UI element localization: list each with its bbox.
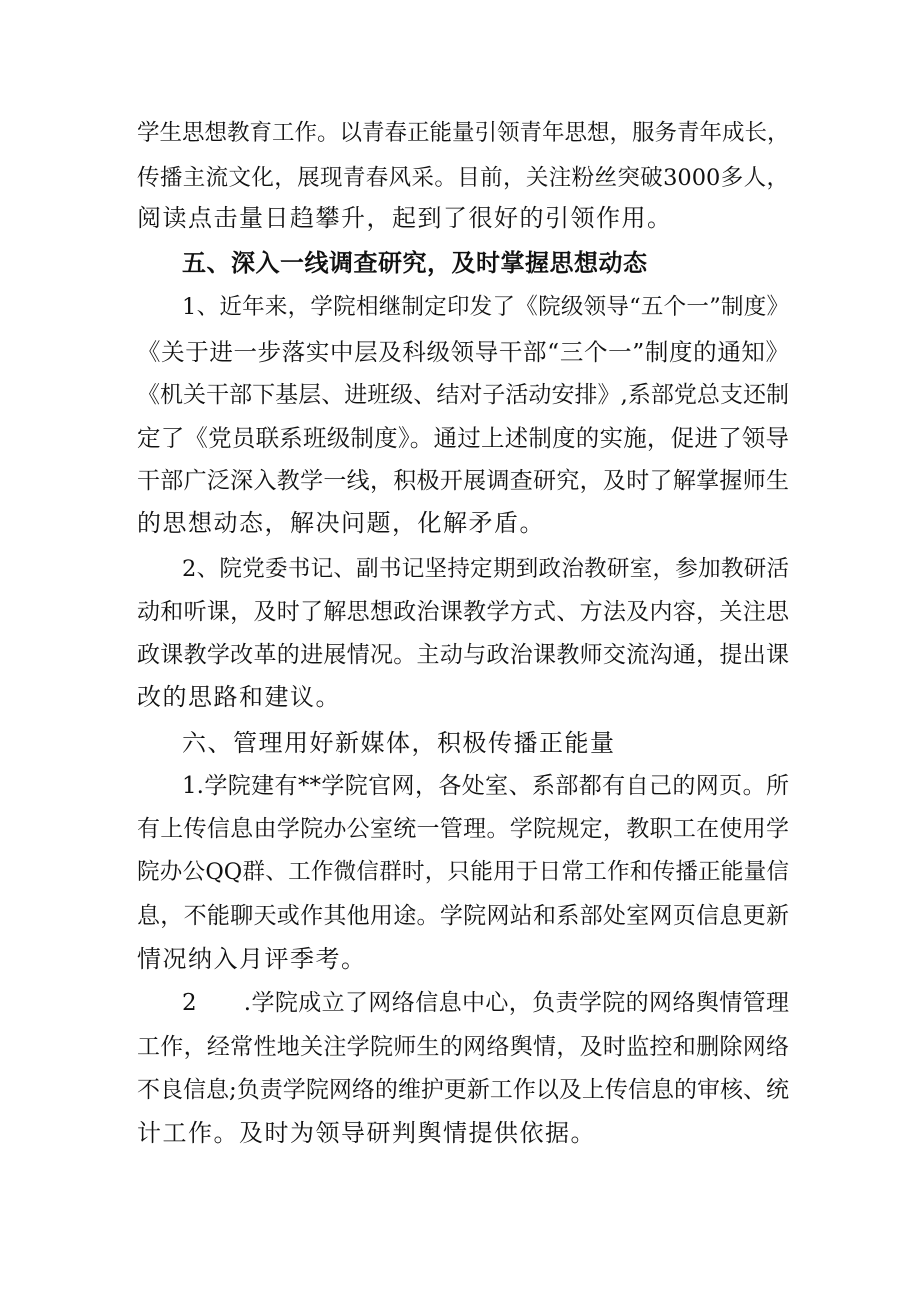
paragraph-line: 阅读点击量日趋攀升，起到了很好的引领作用。 — [137, 204, 673, 232]
section-heading: 六、管理用好新媒体，积极传播正能量 — [182, 729, 616, 757]
paragraph-line: 《机关干部下基层、进班级、结对子活动安排》,系部党总支还制 — [137, 382, 789, 408]
paragraph-line: 2 .学院成立了网络信息中心，负责学院的网络舆情管理 — [182, 990, 789, 1016]
paragraph-line: 院办公QQ群、工作微信群时，只能用于日常工作和传播正能量信 — [137, 859, 789, 885]
section-heading: 五、深入一线调查研究，及时掌握思想动态 — [182, 249, 648, 277]
paragraph-line: 息，不能聊天或作其他用途。学院网站和系部处室网页信息更新 — [137, 903, 789, 929]
paragraph-line: 动和听课，及时了解思想政治课教学方式、方法及内容，关注思 — [137, 599, 789, 625]
paragraph-line: 传播主流文化，展现青春风采。目前，关注粉丝突破3000多人， — [137, 165, 789, 191]
paragraph-line: 的思想动态，解决问题，化解矛盾。 — [137, 509, 545, 537]
paragraph-line: 《关于进一步落实中层及科级领导干部“三个一”制度的通知》 — [137, 338, 789, 366]
paragraph-line: 改的思路和建议。 — [137, 683, 341, 711]
paragraph-line: 计工作。及时为领导研判舆情提供依据。 — [137, 1119, 596, 1147]
paragraph-line: 政课教学改革的进展情况。主动与政治课教师交流沟通，提出课 — [137, 642, 789, 668]
paragraph-line: 情况纳入月评季考。 — [137, 945, 367, 973]
paragraph-line: 定了《党员联系班级制度》。通过上述制度的实施，促进了领导 — [137, 424, 789, 452]
paragraph-line: 干部广泛深入教学一线，积极开展调查研究，及时了解掌握师生 — [137, 468, 789, 494]
paragraph-line: 1、近年来，学院相继制定印发了《院级领导“五个一”制度》 — [182, 294, 789, 320]
paragraph-line: 有上传信息由学院办公室统一管理。学院规定，教职工在使用学 — [137, 816, 789, 842]
paragraph-line: 1.学院建有**学院官网，各处室、系部都有自己的网页。所 — [182, 773, 789, 799]
paragraph-line: 学生思想教育工作。以青春正能量引领青年思想，服务青年成长， — [137, 120, 790, 146]
paragraph-line: 不良信息;负责学院网络的维护更新工作以及上传信息的审核、统 — [137, 1077, 789, 1103]
paragraph-line: 2、院党委书记、副书记坚持定期到政治教研室，参加教研活 — [182, 556, 789, 582]
paragraph-line: 工作，经常性地关注学院师生的网络舆情，及时监控和删除网络 — [137, 1034, 789, 1060]
